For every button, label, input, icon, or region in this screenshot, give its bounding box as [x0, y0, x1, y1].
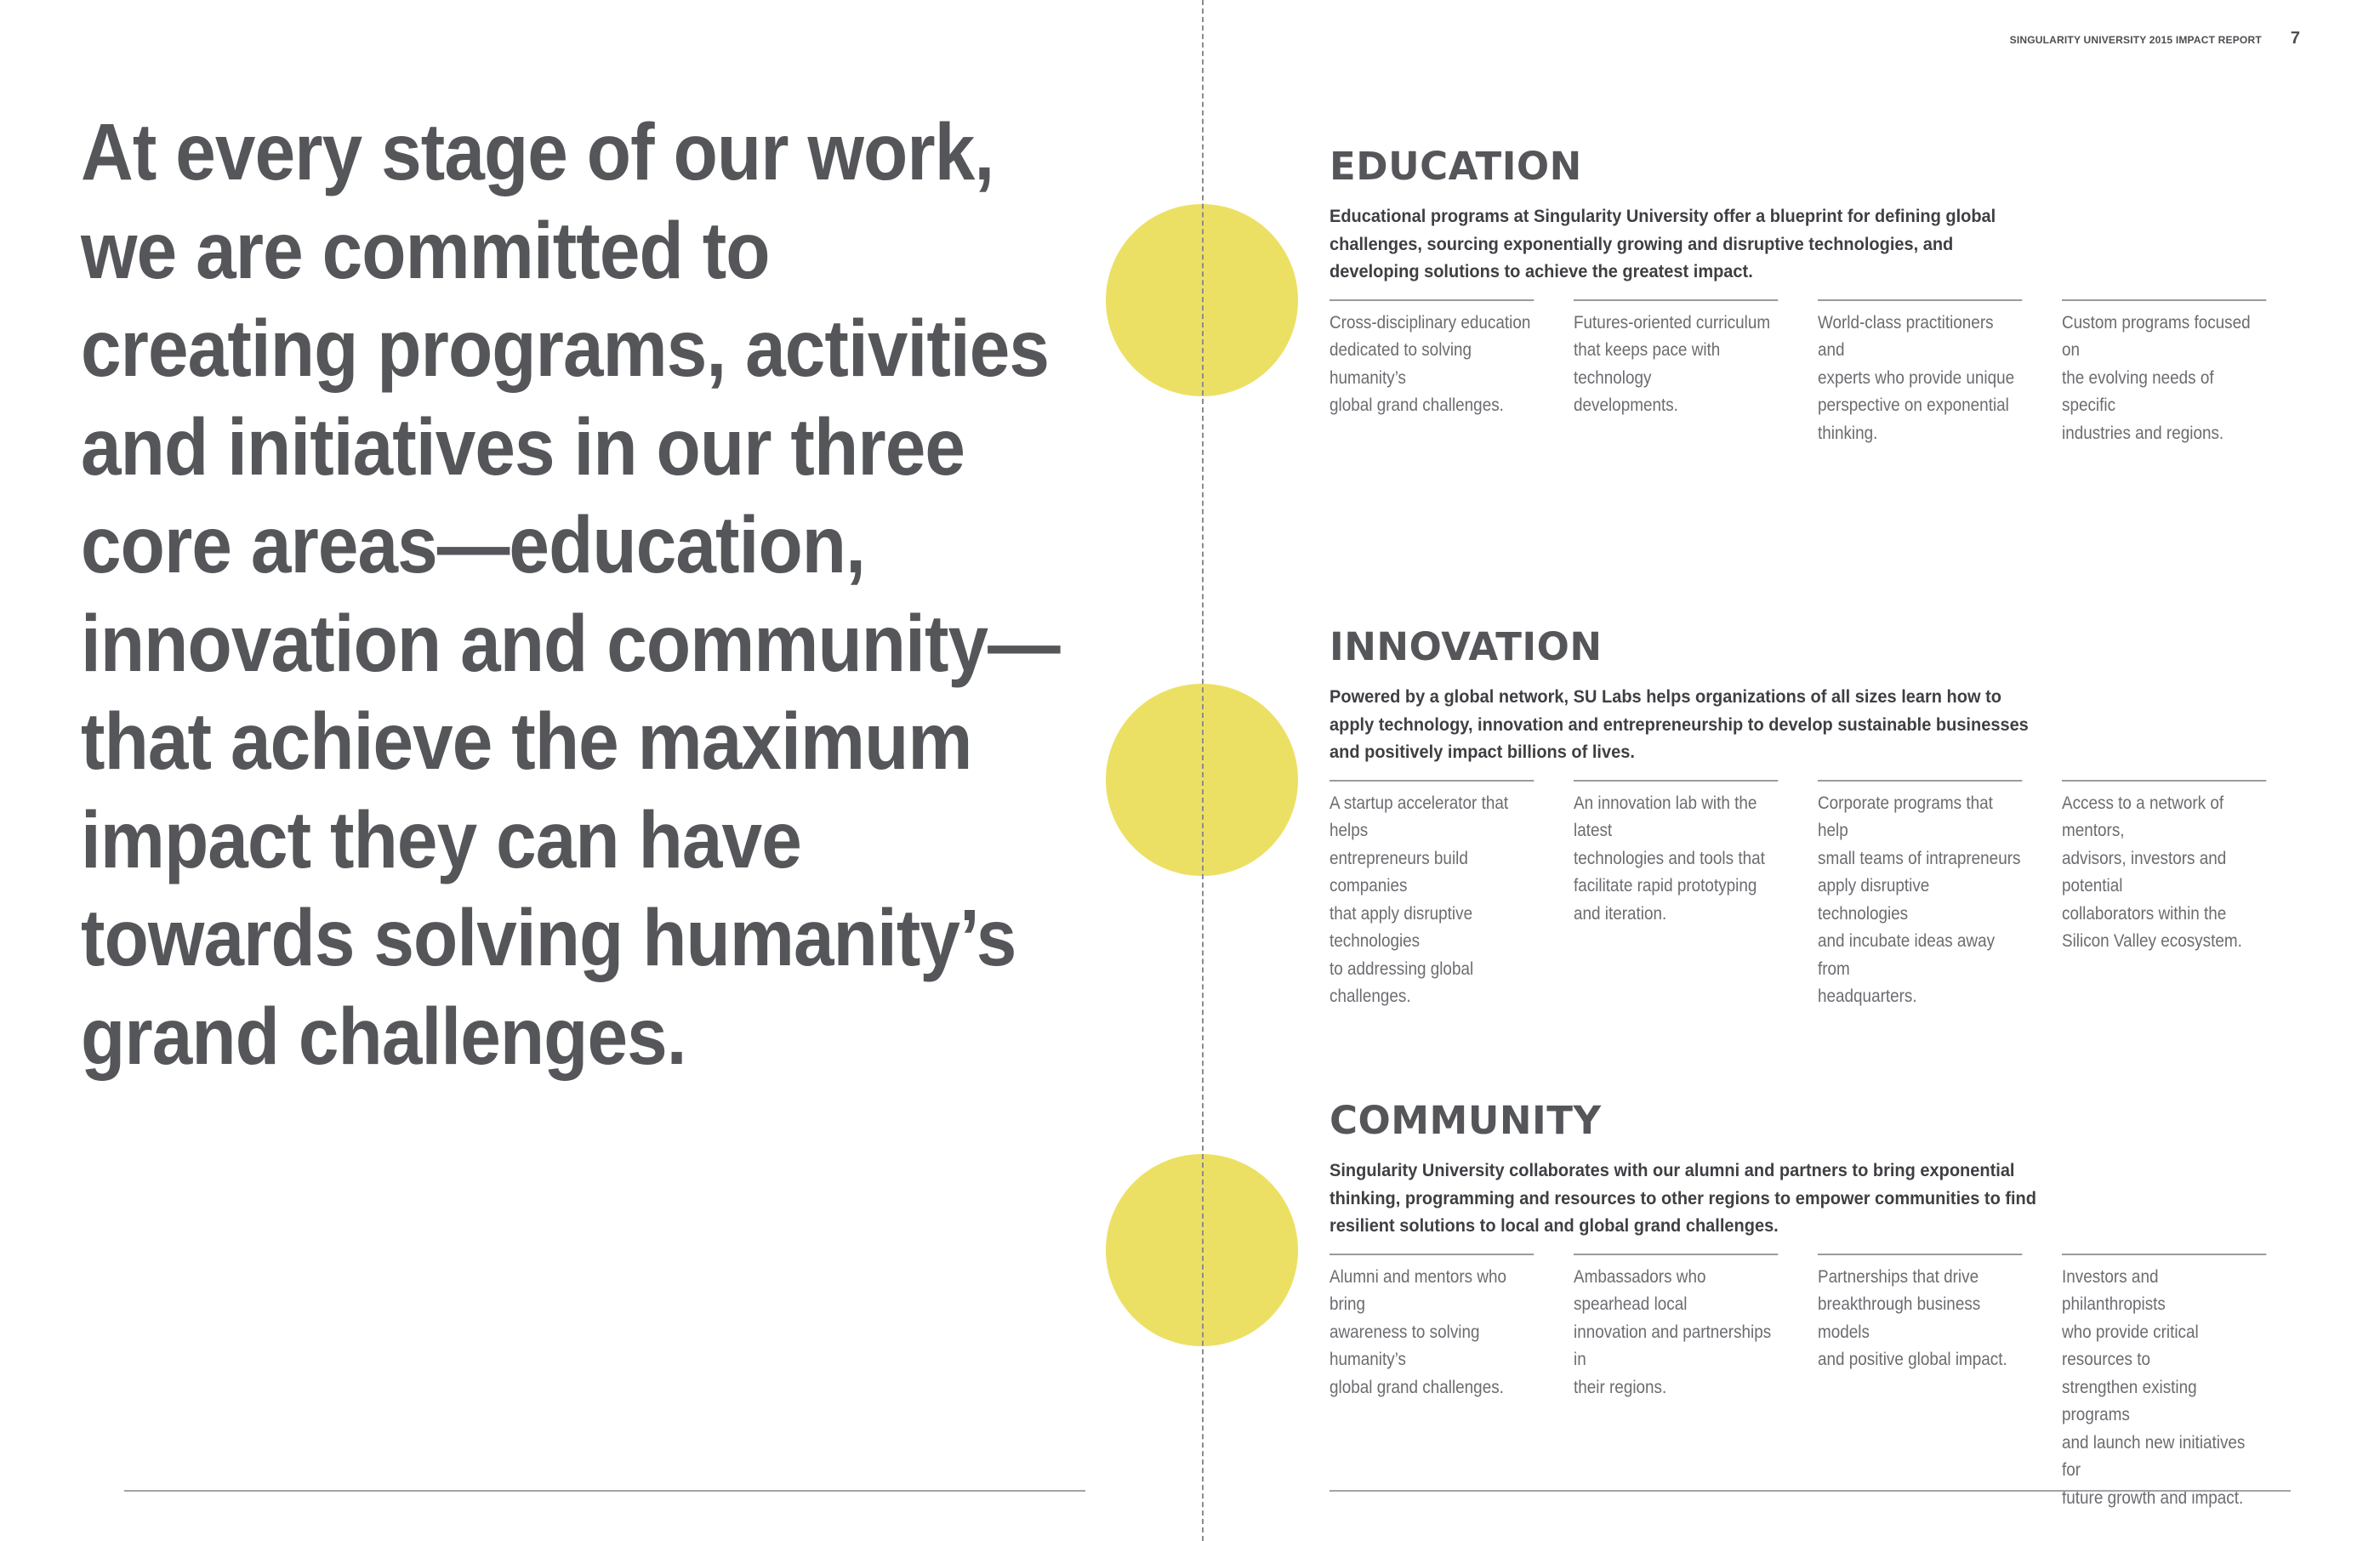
item-line: that apply disruptive technologies — [1329, 903, 1473, 951]
feature-item — [1329, 1254, 1534, 1513]
section-description: Powered by a global network, SU Labs helps organizations of all sizes learn how to apply technology, innovation and entrepreneurship to develop sustainable businesses and positively impact billions of lives. — [1329, 686, 2029, 762]
feature-item — [1329, 299, 1534, 448]
item-line: facilitate rapid prototyping — [1574, 876, 1757, 896]
item-line: global grand challenges. — [1329, 1377, 1504, 1397]
item-line: An innovation lab with the latest — [1574, 793, 1757, 840]
item-line: their regions. — [1574, 1377, 1667, 1397]
item-line: Ambassadors who spearhead local — [1574, 1266, 1706, 1314]
headline-line: innovation and community— — [81, 598, 1060, 689]
headline-line: core areas—education, — [81, 500, 865, 590]
section-community — [1329, 1097, 2291, 1512]
item-line: innovation and partnerships in — [1574, 1322, 1772, 1369]
item-line: who provide critical resources to — [2062, 1322, 2199, 1369]
item-line: A startup accelerator that helps — [1329, 793, 1509, 840]
section-columns — [1329, 780, 2291, 1011]
item-line: small teams of intrapreneurs — [1818, 848, 2021, 868]
item-line: headquarters. — [1818, 987, 1917, 1006]
report-title: SINGULARITY UNIVERSITY 2015 IMPACT REPORT — [2009, 34, 2262, 46]
feature-item — [2062, 1254, 2266, 1513]
headline-line: we are committed to — [81, 205, 770, 296]
section-columns — [1329, 299, 2291, 448]
center-dashed-divider — [1202, 0, 1204, 1541]
feature-item — [2062, 299, 2266, 448]
item-line: dedicated to solving humanity’s — [1329, 340, 1472, 388]
section-columns — [1329, 1254, 2291, 1513]
item-line: industries and regions. — [2062, 423, 2224, 443]
section-title: EDUCATION — [1329, 144, 1582, 189]
section-innovation — [1329, 623, 2291, 1011]
item-line: Custom programs focused on — [2062, 312, 2251, 360]
item-line: thinking. — [1818, 423, 1878, 443]
item-line: and launch new initiatives for — [2062, 1432, 2246, 1480]
section-description: Educational programs at Singularity University offer a blueprint for defining global challenges, sourcing exponentially growing and disruptive technologies, and developing solutions to achieve the greatest impact. — [1329, 206, 1996, 281]
headline-line: towards solving humanity’s — [81, 893, 1016, 983]
section-education — [1329, 143, 2291, 447]
headline-line: impact they can have — [81, 794, 801, 885]
item-line: global grand challenges. — [1329, 395, 1504, 415]
item-line: Futures-oriented curriculum — [1574, 312, 1771, 333]
item-line: breakthrough business models — [1818, 1294, 1981, 1342]
item-line: that keeps pace with technology — [1574, 340, 1721, 388]
item-line: Cross-disciplinary education — [1329, 312, 1531, 333]
item-line: Investors and philanthropists — [2062, 1266, 2166, 1314]
item-line: and iteration. — [1574, 903, 1667, 924]
item-line: Corporate programs that help — [1818, 793, 1993, 840]
item-line: Access to a network of mentors, — [2062, 793, 2224, 840]
feature-item — [1574, 780, 1778, 1011]
item-line: the evolving needs of specific — [2062, 367, 2214, 415]
headline-line: and initiatives in our three — [81, 401, 965, 492]
item-line: and positive global impact. — [1818, 1350, 2007, 1369]
section-description: Singularity University collaborates with our alumni and partners to bring exponential thinking, programming and resources to other regions to empower communities to find resilient solutions to local and global grand challenges. — [1329, 1160, 2036, 1236]
item-line: advisors, investors and potential — [2062, 848, 2227, 896]
headline-statement — [81, 104, 1076, 1086]
item-line: Alumni and mentors who bring — [1329, 1266, 1507, 1314]
feature-item — [1818, 1254, 2022, 1513]
item-line: Partnerships that drive — [1818, 1266, 1979, 1287]
feature-item — [2062, 780, 2266, 1011]
item-line: to addressing global challenges. — [1329, 958, 1474, 1006]
item-line: strengthen existing programs — [2062, 1377, 2197, 1424]
item-line: collaborators within the — [2062, 903, 2227, 924]
item-line: technologies and tools that — [1574, 848, 1765, 868]
feature-item — [1574, 1254, 1778, 1513]
left-bottom-rule — [124, 1490, 1085, 1492]
item-line: future growth and impact. — [2062, 1487, 2244, 1508]
feature-item — [1818, 780, 2022, 1011]
feature-item — [1818, 299, 2022, 448]
right-bottom-rule — [1329, 1490, 2291, 1492]
item-line: apply disruptive technologies — [1818, 876, 1930, 924]
item-line: experts who provide unique — [1818, 367, 2015, 388]
item-line: perspective on exponential — [1818, 395, 2009, 415]
item-line: and incubate ideas away from — [1818, 931, 1996, 979]
item-line: awareness to solving humanity’s — [1329, 1322, 1480, 1369]
feature-item — [1329, 780, 1534, 1011]
headline-line: At every stage of our work, — [81, 107, 994, 197]
headline-line: creating programs, activities — [81, 304, 1050, 394]
page-number: 7 — [2290, 29, 2300, 48]
headline-line: grand challenges. — [81, 991, 686, 1082]
section-title: COMMUNITY — [1329, 1098, 1602, 1143]
item-line: entrepreneurs build companies — [1329, 848, 1468, 896]
headline-line: that achieve the maximum — [81, 697, 972, 787]
item-line: developments. — [1574, 395, 1678, 415]
feature-item — [1574, 299, 1778, 448]
page-header — [2010, 29, 2300, 48]
item-line: World-class practitioners and — [1818, 312, 1994, 360]
section-title: INNOVATION — [1329, 624, 1603, 669]
item-line: Silicon Valley ecosystem. — [2062, 931, 2242, 951]
